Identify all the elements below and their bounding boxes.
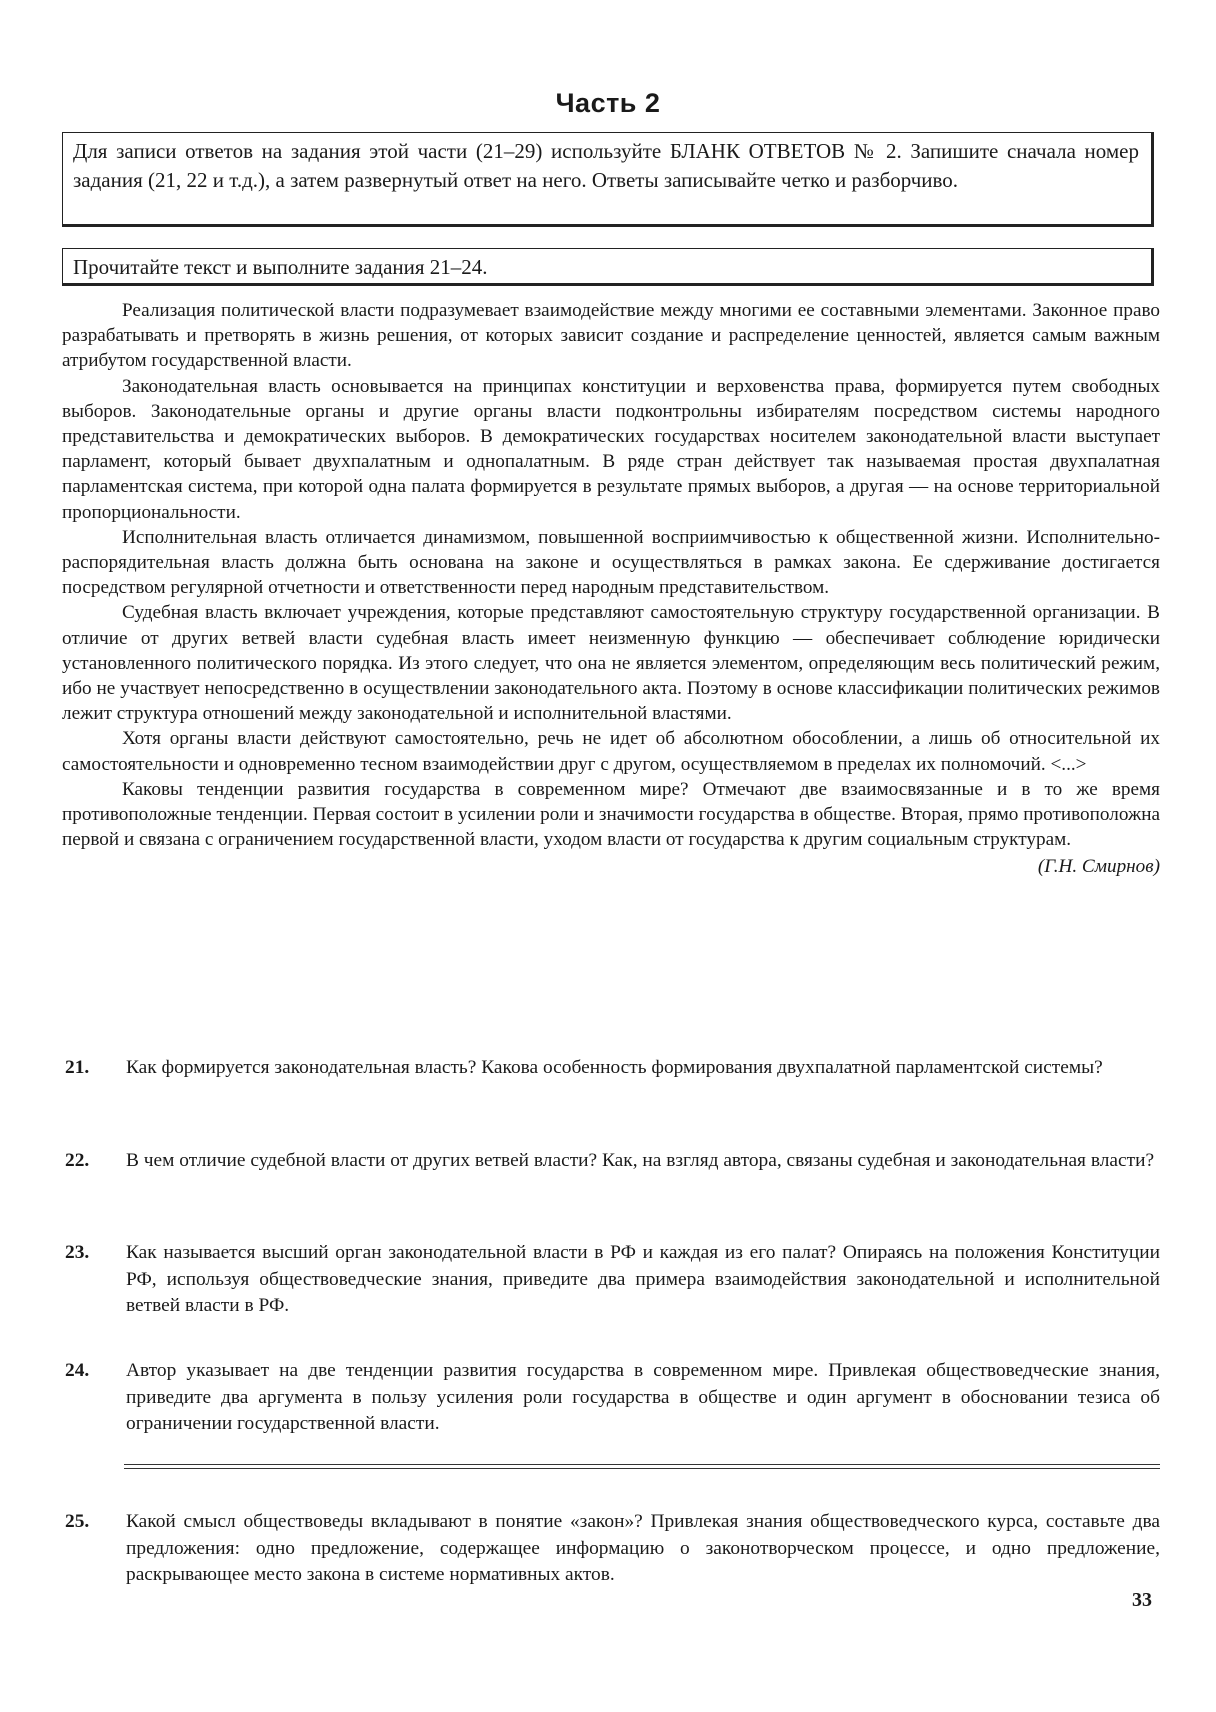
text-paragraph: Реализация политической власти подразумевает взаимодействие между многими ее составными элементами. Законное право разрабатывать и претворять в жизнь решения, от которых зависит создание и распределение ценностей, является самым важным атрибутом государственной власти.: [62, 300, 1160, 372]
read-instruction-box: Прочитайте текст и выполните задания 21–24.: [62, 248, 1154, 286]
answer-instructions-box: Для записи ответов на задания этой части (21–29) используйте БЛАНК ОТВЕТОВ № 2. Запишите сначала номер задания (21, 22 и т.д.), а затем развернутый ответ на него. Ответы записывайте четко и разборчиво.: [62, 132, 1154, 227]
question-text: Какой смысл обществоведы вкладывают в понятие «закон»? Привлекая знания обществоведческого курса, составьте два предложения: одно предложение, содержащее информацию о законотворческом процессе, и одно предложение, раскрывающее место закона в системе нормативных актов.: [126, 1511, 1160, 1585]
question-number: 24.: [65, 1360, 90, 1381]
source-text: [62, 298, 1160, 880]
question-text: Как называется высший орган законодательной власти в РФ и каждая из его палат? Опираясь на положения Конституции РФ, используя обществоведческие знания, приведите два примера взаимодействия законодательной и исполнительной ветвей власти в РФ.: [126, 1242, 1160, 1316]
question-number: 22.: [65, 1150, 90, 1171]
question-22: [62, 1148, 1160, 1175]
text-paragraph: Исполнительная власть отличается динамизмом, повышенной восприимчивостью к общественной жизни. Исполнительно-распорядительная власть должна быть основана на законе и осуществляться в рамках закона. Ее сдерживание достигается посредством регулярной отчетности и ответственности перед народным представительством.: [62, 526, 1160, 599]
question-text: В чем отличие судебной власти от других ветвей власти? Как, на взгляд автора, связаны судебная и законодательная власти?: [126, 1150, 1155, 1171]
question-25: [62, 1509, 1160, 1589]
part-title: Часть 2: [555, 88, 661, 118]
question-23: [62, 1240, 1160, 1320]
text-author: (Г.Н. Смирнов): [1037, 856, 1160, 878]
text-paragraph: Законодательная власть основывается на принципах конституции и верховенства права, формируется путем свободных выборов. Законодательные органы и другие органы власти подконтрольны избирателям посредством системы народного представительства и демократических выборов. В демократических государствах носителем законодательной власти выступает парламент, который бывает двухпалатным и однопалатным. В ряде стран действует так называемая простая двухпалатная парламентская система, при которой одна палата формируется в результате прямых выборов, а другая — на основе территориальной пропорциональности.: [62, 375, 1160, 523]
text-paragraph: Каковы тенденции развития государства в современном мире? Отмечают две взаимосвязанные и в то же время противоположные тенденции. Первая состоит в усилении роли и значимости государства в обществе. Вторая, прямо противоположна первой и связана с ограничением государственной власти, уходом власти от государства к другим социальным структурам.: [62, 778, 1160, 851]
question-24: [62, 1358, 1160, 1438]
question-number: 21.: [65, 1057, 90, 1078]
page-number: 33: [1132, 1589, 1152, 1611]
question-text: Автор указывает на две тенденции развития государства в современном мире. Привлекая обществоведческие знания, приведите два аргумента в пользу усиления роли государства в обществе и один аргумент в обосновании тезиса об ограничении государственной власти.: [126, 1360, 1160, 1434]
question-number: 25.: [65, 1511, 90, 1532]
question-number: 23.: [65, 1242, 90, 1263]
question-21: [62, 1055, 1160, 1082]
text-paragraph: Хотя органы власти действуют самостоятельно, речь не идет об абсолютном обособлении, а лишь об относительной их самостоятельности и одновременно тесном взаимодействии друг с другом, осуществляемом в пределах их полномочий. <...>: [62, 728, 1160, 775]
section-divider: [124, 1464, 1160, 1469]
question-text: Как формируется законодательная власть? Какова особенность формирования двухпалатной парламентской системы?: [126, 1057, 1103, 1078]
text-paragraph: Судебная власть включает учреждения, которые представляют самостоятельную структуру государственной организации. В отличие от других ветвей власти судебная власть имеет неизменную функцию — обеспечивает соблюдение юридически установленного политического порядка. Из этого следует, что она не является элементом, определяющим весь политический режим, ибо не участвует непосредственно в осуществлении законодательного акта. Поэтому в основе классификации политических режимов лежит структура отношений между законодательной и исполнительной властями.: [62, 602, 1160, 725]
